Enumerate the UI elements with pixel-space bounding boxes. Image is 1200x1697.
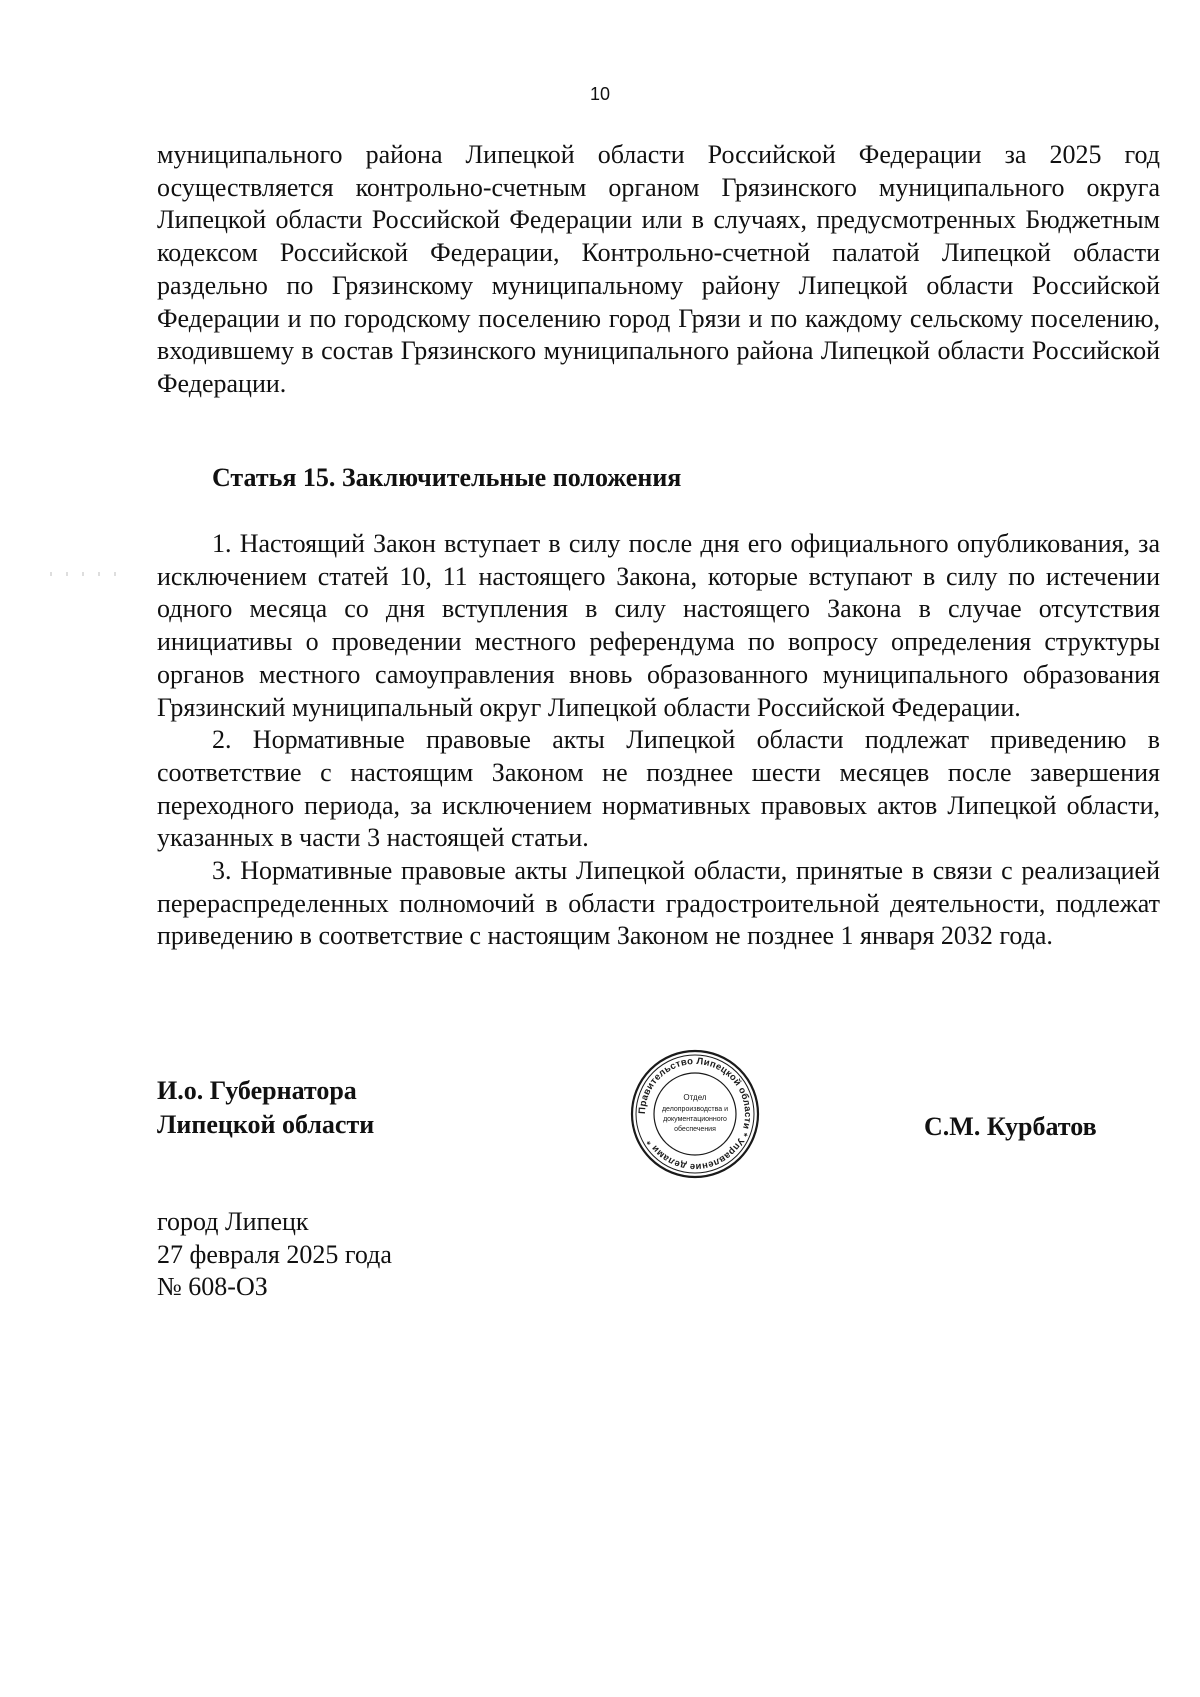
article-body — [157, 528, 1160, 953]
signatory-title-line-2: Липецкой области — [157, 1110, 375, 1139]
continuation-paragraph — [157, 139, 1160, 401]
article-paragraph-3: 3. Нормативные правовые акты Липецкой области, принятые в связи с реализацией перераспределенных полномочий в области градостроительной деятельности, подлежат приведению в соответствие с настоящим Законом не позднее 1 января 2032 года. — [157, 856, 1160, 951]
article-heading: Статья 15. Заключительные положения — [212, 463, 682, 492]
footer-city: город Липецк — [157, 1207, 309, 1236]
footer-law-number: № 608-ОЗ — [157, 1272, 268, 1301]
stamp-inner-line-2: делопроизводства и — [661, 1106, 729, 1113]
signatory-name: С.М. Курбатов — [924, 1112, 1097, 1141]
official-stamp — [629, 1048, 761, 1180]
stamp-inner-line-1: Отдел — [683, 1093, 707, 1102]
signatory-title — [157, 1074, 374, 1142]
paragraph-text: муниципального района Липецкой области Российской Федерации за 2025 год осуществляется контрольно-счетным органом Грязинского муниципального округа Липецкой области Российской Федерации или в случаях, предусмотренных Бюджетным кодексом Российской Федерации, Контрольно-счетной палатой Липецкой области раздельно по Грязинскому муниципальному району Липецкой области Российской Федерации и по городскому поселению город Грязи и по каждому сельскому поселению, входившему в состав Грязинского муниципального района Липецкой области Российской Федерации. — [157, 140, 1160, 398]
stamp-outer-text: Правительство Липецкой области * Управление делами * — [636, 1055, 754, 1173]
article-paragraph-2: 2. Нормативные правовые акты Липецкой области подлежат приведению в соответствие с настоящим Законом не позднее шести месяцев после завершения переходного периода, за исключением нормативных правовых актов Липецкой области, указанных в части 3 настоящей статьи. — [157, 725, 1160, 853]
page-number: 10 — [589, 84, 611, 104]
stamp-inner-line-4: обеспечения — [674, 1126, 716, 1133]
footer-date: 27 февраля 2025 года — [157, 1239, 392, 1269]
document-footer — [157, 1206, 392, 1304]
stamp-inner-line-3: документационного — [663, 1116, 727, 1123]
article-paragraph-1: 1. Настоящий Закон вступает в силу после дня его официального опубликования, за исключением статей 10, 11 настоящего Закона, которые вступают в силу по истечении одного месяца со дня вступления в силу настоящего Закона в случае отсутствия инициативы о проведении местного референдума по вопросу определения структуры органов местного самоуправления вновь образованного муниципального образования Грязинский муниципальный округ Липецкой области Российской Федерации. — [157, 529, 1160, 722]
scan-artifact — [50, 572, 120, 576]
signatory-title-line-1: И.о. Губернатора — [157, 1076, 357, 1105]
stamp-seal-graphic — [629, 1048, 761, 1180]
